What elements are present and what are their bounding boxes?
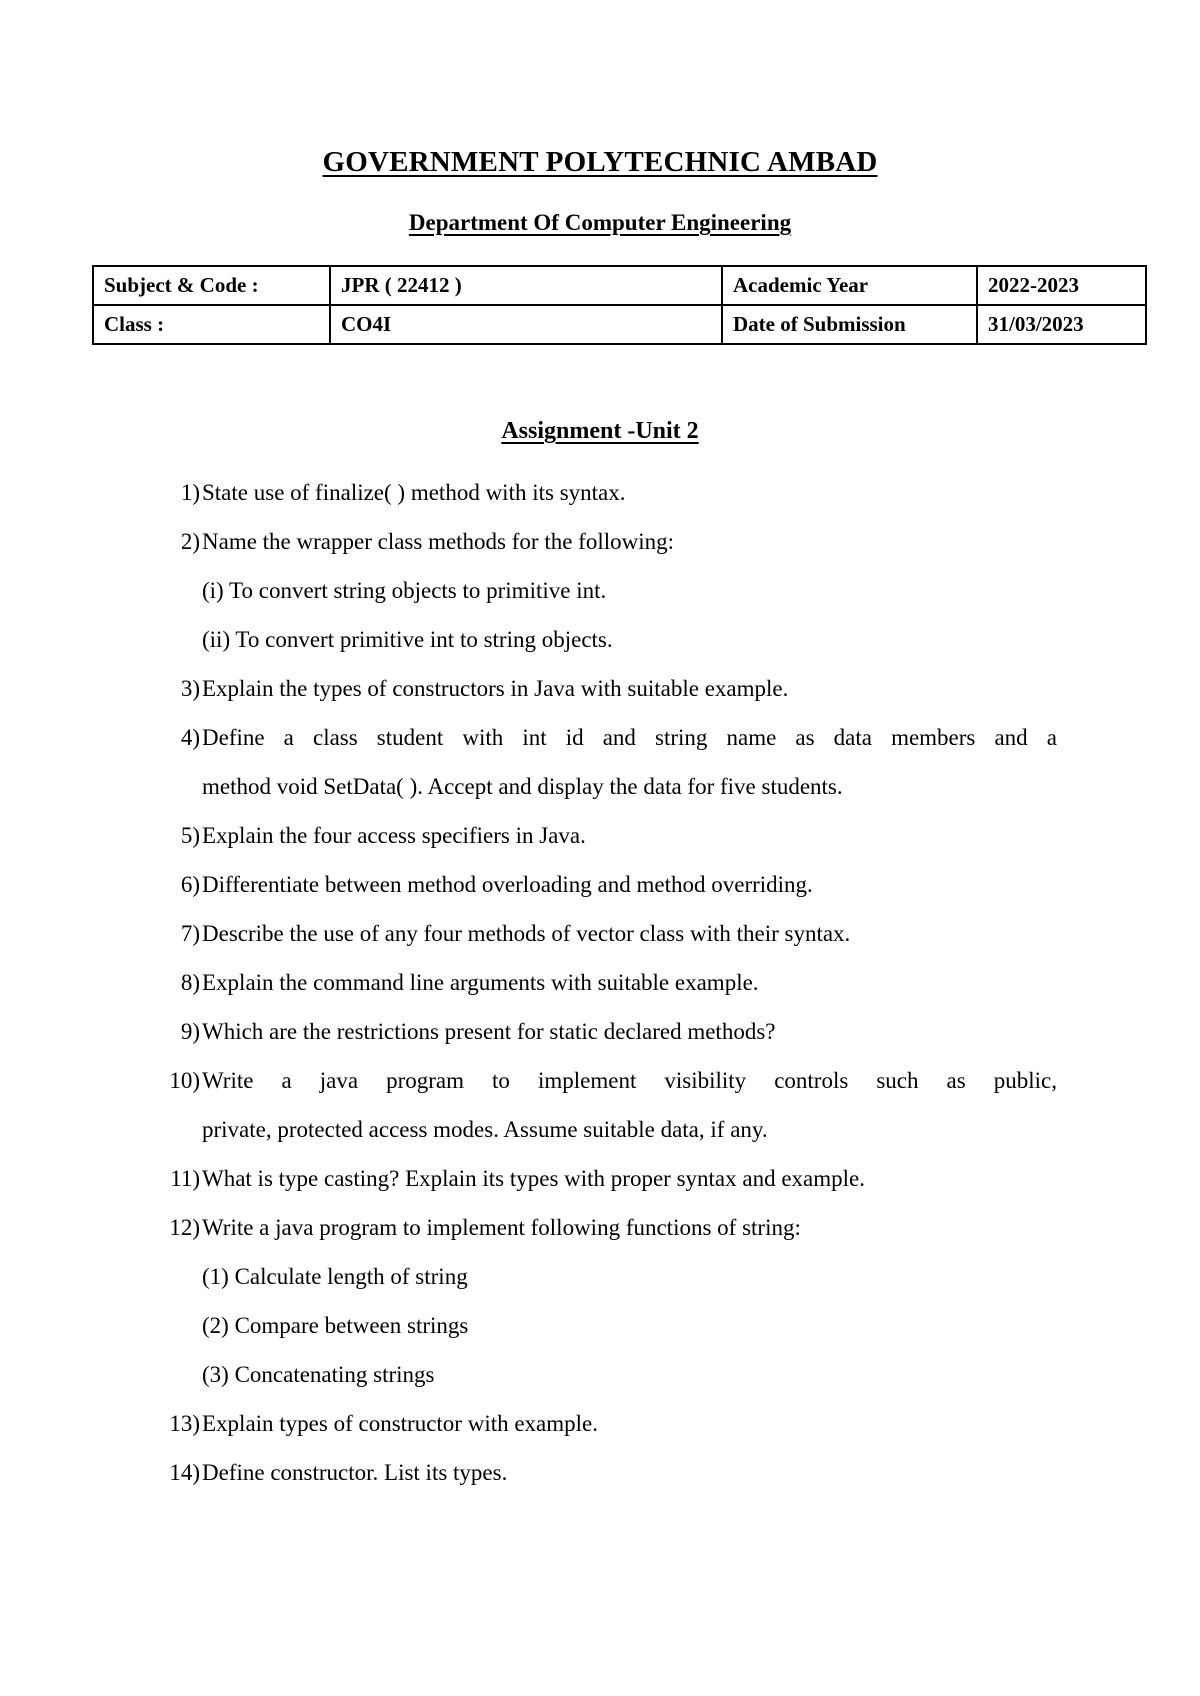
question-13 <box>0 1409 1200 1458</box>
question-number: 1) <box>180 480 200 505</box>
question-2-sub-1 <box>0 576 1200 625</box>
institute-title <box>0 146 1200 179</box>
class-value: CO4I <box>330 305 722 344</box>
question-11 <box>0 1164 1200 1213</box>
department-title <box>0 210 1200 236</box>
question-text: Explain the types of constructors in Java with suitable example. <box>202 676 789 701</box>
question-number: 6) <box>180 872 200 897</box>
question-subitem: (ii) To convert primitive int to string objects. <box>202 627 613 652</box>
question-number: 7) <box>180 921 200 946</box>
question-number: 8) <box>180 970 200 995</box>
question-text: Which are the restrictions present for static declared methods? <box>202 1019 776 1044</box>
question-text: What is type casting? Explain its types with proper syntax and example. <box>202 1166 866 1191</box>
question-list <box>0 478 1200 1507</box>
question-3 <box>0 674 1200 723</box>
academic-year-label: Academic Year <box>722 266 977 305</box>
question-text: Describe the use of any four methods of vector class with their syntax. <box>202 921 851 946</box>
question-number: 9) <box>180 1019 200 1044</box>
question-text: Name the wrapper class methods for the following: <box>202 529 675 554</box>
question-number: 14) <box>169 1460 200 1485</box>
question-text: Explain the command line arguments with suitable example. <box>202 970 759 995</box>
submission-date-value: 31/03/2023 <box>977 305 1146 344</box>
institute-title-text: GOVERNMENT POLYTECHNIC AMBAD <box>322 146 878 178</box>
question-4 <box>0 723 1200 772</box>
question-9 <box>0 1017 1200 1066</box>
assignment-title-text: Assignment -Unit 2 <box>501 418 699 444</box>
subject-code-value: JPR ( 22412 ) <box>330 266 722 305</box>
question-text-continued: method void SetData( ). Accept and display the data for five students. <box>202 774 843 799</box>
question-number: 12) <box>169 1215 200 1240</box>
question-12-sub-3 <box>0 1360 1200 1409</box>
assignment-title <box>0 418 1200 445</box>
question-text: Write a java program to implement following functions of string: <box>202 1215 801 1240</box>
question-text: Define constructor. List its types. <box>202 1460 508 1485</box>
academic-year-value: 2022-2023 <box>977 266 1146 305</box>
question-subitem: (2) Compare between strings <box>202 1313 469 1338</box>
question-2-sub-2 <box>0 625 1200 674</box>
question-text: Differentiate between method overloading and method overriding. <box>202 872 813 897</box>
info-row-subject <box>93 266 1146 305</box>
submission-date-label: Date of Submission <box>722 305 977 344</box>
info-row-class <box>93 305 1146 344</box>
question-4-cont <box>0 772 1200 821</box>
question-number: 3) <box>180 676 200 701</box>
question-14 <box>0 1458 1200 1507</box>
question-5 <box>0 821 1200 870</box>
question-text: Explain types of constructor with example. <box>202 1411 599 1436</box>
question-6 <box>0 870 1200 919</box>
question-2 <box>0 527 1200 576</box>
class-label: Class : <box>93 305 330 344</box>
question-12-sub-1 <box>0 1262 1200 1311</box>
question-number: 5) <box>180 823 200 848</box>
question-text: Explain the four access specifiers in Java. <box>202 823 586 848</box>
question-subitem: (3) Concatenating strings <box>202 1362 435 1387</box>
question-12 <box>0 1213 1200 1262</box>
question-number: 13) <box>169 1411 200 1436</box>
question-subitem: (1) Calculate length of string <box>202 1264 468 1289</box>
question-12-sub-2 <box>0 1311 1200 1360</box>
question-8 <box>0 968 1200 1017</box>
question-10 <box>0 1066 1200 1115</box>
question-number: 11) <box>170 1166 200 1191</box>
question-number: 2) <box>180 529 200 554</box>
question-7 <box>0 919 1200 968</box>
question-subitem: (i) To convert string objects to primitive int. <box>202 578 607 603</box>
question-text: Define a class student with int id and string name as data members and a <box>202 725 1057 750</box>
question-text: State use of finalize( ) method with its syntax. <box>202 480 626 505</box>
info-table <box>92 265 1147 345</box>
question-text: Write a java program to implement visibility controls such as public, <box>202 1068 1057 1093</box>
department-title-text: Department Of Computer Engineering <box>408 210 792 235</box>
question-number: 10) <box>169 1068 200 1093</box>
question-number: 4) <box>180 725 200 750</box>
question-10-cont <box>0 1115 1200 1164</box>
question-1 <box>0 478 1200 527</box>
subject-code-label: Subject & Code : <box>93 266 330 305</box>
question-text-continued: private, protected access modes. Assume suitable data, if any. <box>202 1117 768 1142</box>
